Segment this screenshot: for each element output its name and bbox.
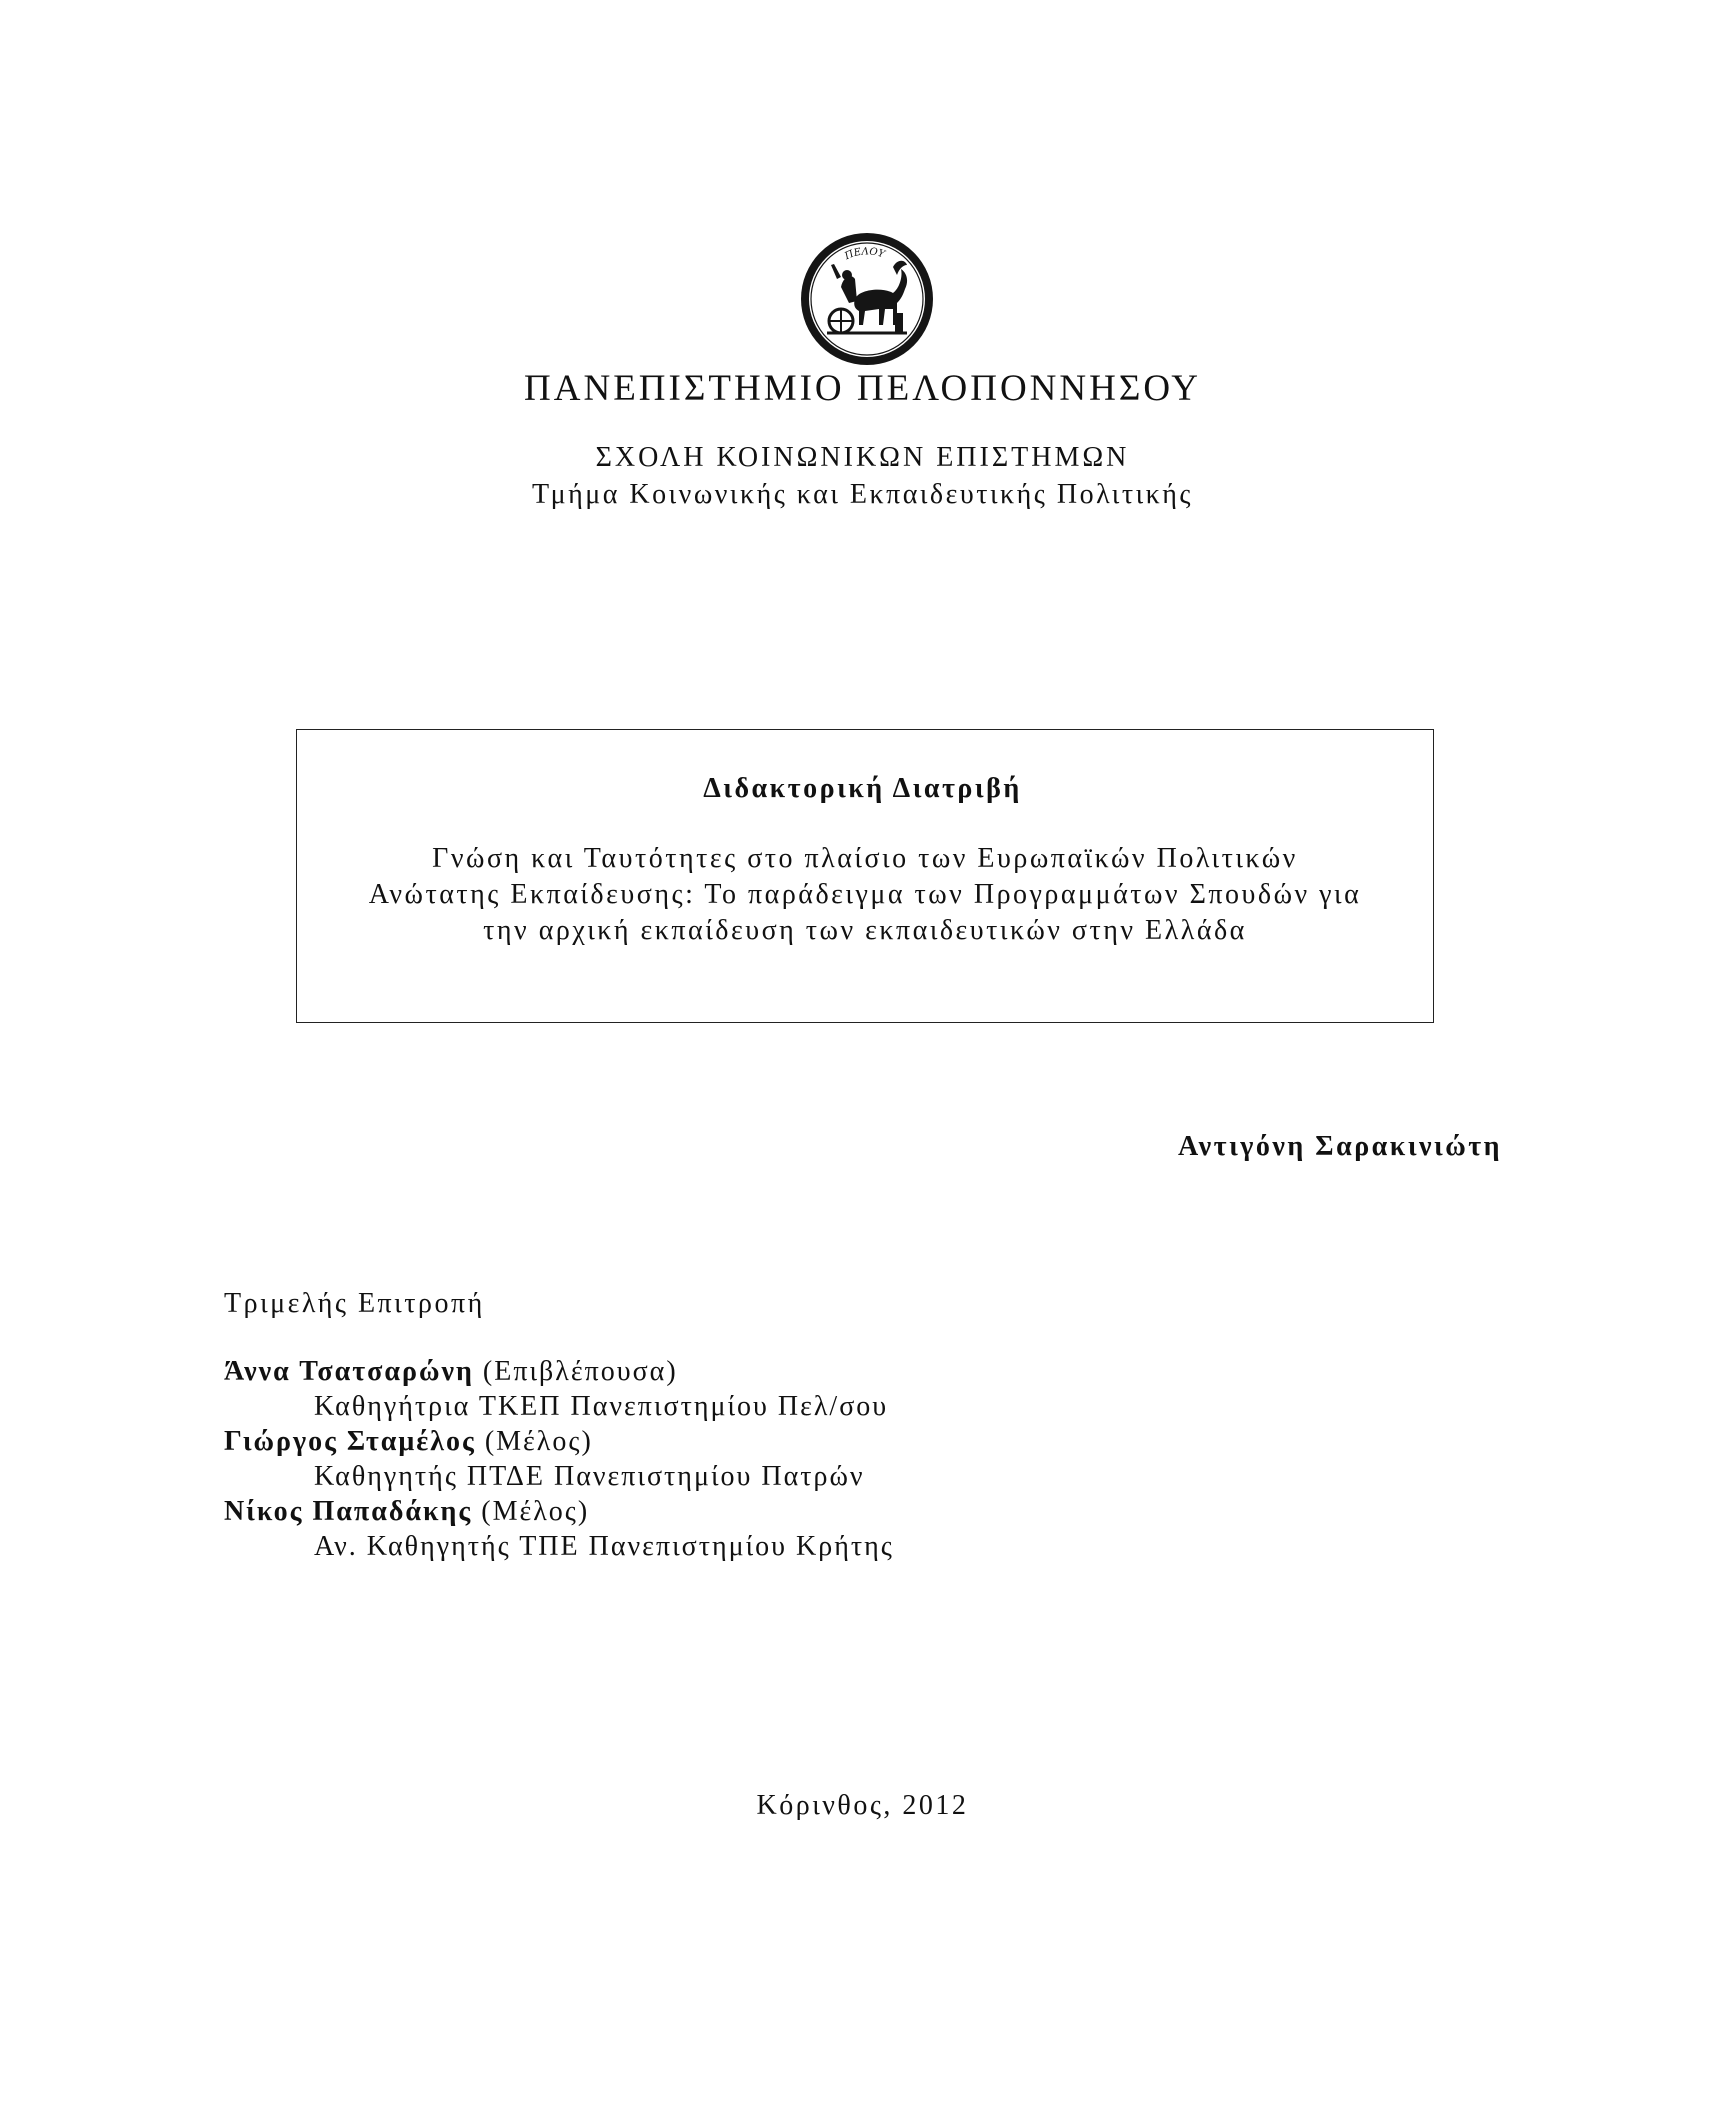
- committee-member: [224, 1426, 593, 1458]
- member-name: Άννα Τσατσαρώνη: [224, 1356, 474, 1387]
- committee-member: [224, 1356, 678, 1388]
- university-name: ΠΑΝΕΠΙΣΤΗΜΙΟ ΠΕΛΟΠΟΝΝΗΣΟΥ: [524, 368, 1201, 409]
- thesis-title-line: Ανώτατης Εκπαίδευσης: Το παράδειγμα των Προγραμμάτων Σπουδών για: [368, 879, 1362, 910]
- member-affiliation: Αν. Καθηγητής ΤΠΕ Πανεπιστημίου Κρήτης: [314, 1531, 894, 1562]
- thesis-type: Διδακτορική Διατριβή: [703, 773, 1022, 804]
- thesis-title-line: την αρχική εκπαίδευση των εκπαιδευτικών στην Ελλάδα: [483, 915, 1247, 946]
- member-role: (Επιβλέπουσα): [482, 1356, 678, 1387]
- university-seal-logo: [797, 229, 937, 369]
- member-role: (Μέλος): [481, 1496, 590, 1527]
- member-role: (Μέλος): [484, 1426, 593, 1457]
- school-name: ΣΧΟΛΗ ΚΟΙΝΩΝΙΚΩΝ ΕΠΙΣΤΗΜΩΝ: [595, 442, 1130, 473]
- member-affiliation: Καθηγήτρια ΤΚΕΠ Πανεπιστημίου Πελ/σου: [314, 1391, 889, 1422]
- member-affiliation: Καθηγητής ΠΤΔΕ Πανεπιστημίου Πατρών: [314, 1461, 865, 1492]
- thesis-title-line: Γνώση και Ταυτότητες στο πλαίσιο των Ευρωπαϊκών Πολιτικών: [432, 843, 1298, 874]
- seal-graphic: [797, 229, 937, 369]
- author-name: Αντιγόνη Σαρακινιώτη: [1178, 1131, 1502, 1162]
- member-name: Γιώργος Σταμέλος: [224, 1426, 476, 1457]
- committee-heading: Τριμελής Επιτροπή: [224, 1288, 485, 1319]
- place-and-date: Κόρινθος, 2012: [756, 1790, 969, 1821]
- svg-text:ΠΕΛΟΥ: ΠΕΛΟΥ: [843, 246, 886, 263]
- committee-member: [224, 1496, 589, 1528]
- member-name: Νίκος Παπαδάκης: [224, 1496, 473, 1527]
- department-name: Τμήμα Κοινωνικής και Εκπαιδευτικής Πολιτικής: [532, 479, 1193, 510]
